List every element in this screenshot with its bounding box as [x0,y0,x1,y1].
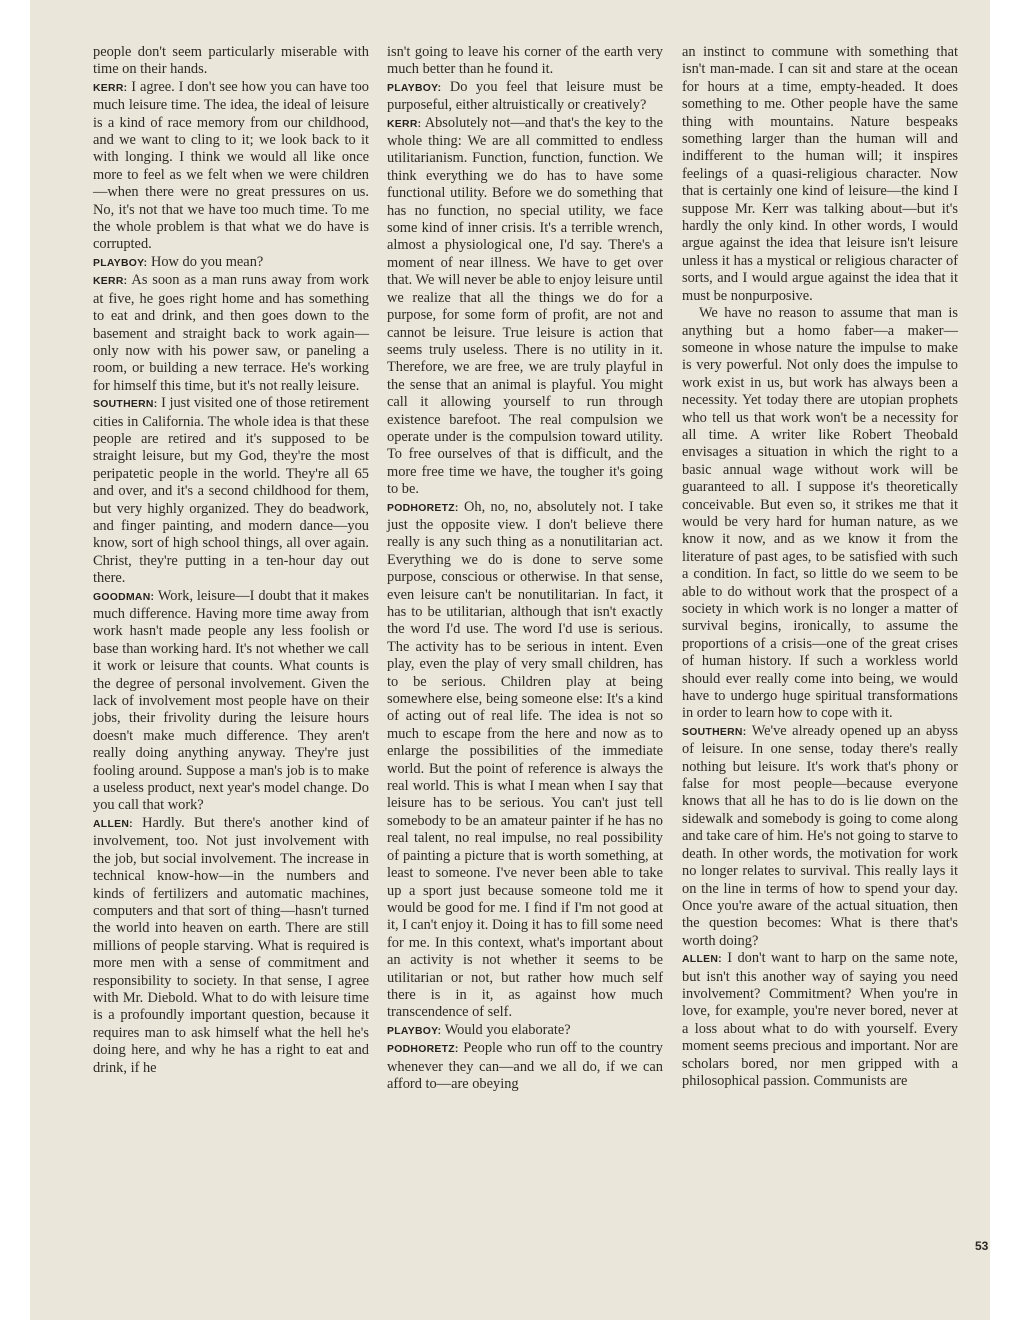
speaker-label: GOODMAN: [93,591,155,603]
paragraph [93,44,369,79]
speaker-label: KERR: [93,276,128,288]
paragraph-text: We have no reason to assume that man is anything but a homo faber—a maker—someone in whose nature the impulse to make is very powerful. Not only does the impulse to work exist in us, but work has always been a necessity. Yet today there are utopian prophets who tell us that work won't be a necessity for all time. A writer like Robert Theobald envisages a situation in which the right to a basic annual wage without work will be guaranteed to all. I suppose it's theoretically conceivable. But even so, it strikes me that it would be very hard for human nature, as we know it now, and as we know it from the literature of past ages, to be satisfied with such a condition. In fact, so little do we seem to be able to do without work that the prospect of a society in which work is no longer a matter of survival begins, ironically, to assume the proportions of a crisis—one of the great crises of human history. If such a workless world should ever really come into being, we would have to undergo huge spiritual transformations in order to learn how to cope with it. [682,305,958,722]
speaker-label: SOUTHERN: [93,399,158,411]
paragraph-text: Oh, no, no, absolutely not. I take just the opposite view. I don't believe there really is any such thing as a nonutilitarian act. Everything we do is done to serve some purpose, conscious or otherwise. In that sense, even leisure can't be nonutilitarian. In fact, it has to be utilitarian, although that isn't exactly the word I'd use. The word I'd use is serious. The activity has to be serious in intent. Even play, even the play of very small children, has to be serious. Children play at being somewhere else, being someone else: It's a kind of acting out of real life. The idea is not so much to escape from the here and now as to enlarge the possibilities of the immediate world. But the point of reference is always the real world. This is what I mean when I say that leisure has to be serious. You can't just tell somebody to be an amateur painter if he has no real talent, no real impulse, no real possibility of painting a picture that is worth something, at least to someone. I've never been able to take up a sport just because someone told me it would be good for me. I find if I'm not good at it, I can't enjoy it. Doing it has to fill some need for me. In this context, what's important about an activity is not whether it seems to be utilitarian or not, but rather how much self there is in it, as against how much transcendence of self. [387,498,663,1021]
paragraph-text: Work, leisure—I doubt that it makes much difference. Having more time away from work hasn't made people any less foolish or base than working hard. It's not whether we call it work or leisure that counts. What counts is the degree of personal involvement. Given the lack of involvement most people have on their jobs, their frivolity during the leisure hours doesn't make much difference. They aren't really doing anything anyway. They're just fooling around. Suppose a man's job is to make a useless product, next year's model change. Do you call that work? [93,587,369,814]
paragraph-text: I just visited one of those retirement cities in California. The whole idea is that these people are retired and it's supposed to be straight leisure, but my God, they're the most peripatetic people in the world. They're all 65 and over, and it's a second childhood for them, but very highly organized. They do beadwork, and finger painting, and modern dance—you know, sort of high school things, all over again. Christ, they're putting in a ten-hour day out there. [93,395,369,587]
paragraph [93,395,369,587]
text-column-1 [93,44,369,1077]
speaker-label: PODHORETZ: [387,502,459,514]
paragraph-text: Would you elaborate? [441,1021,571,1038]
paragraph-text: an instinct to commune with something that isn't man-made. I can sit and stare at the ocean for hours at a time, empty-headed. It does something to me. Other people have the same thing with mountains. Nature bespeaks something larger than the human will and indifferent to the human will; it inspires feelings of a quasi-religious character. Now that is certainly one kind of leisure—the kind I suppose Mr. Kerr was talking about—but it's hardly the only kind. In other words, I would argue against the idea that leisure isn't leisure unless it has a mystical or religious character of sorts, and I would argue against the idea that it must be nonpurposive. [682,44,958,304]
paragraph [682,44,958,305]
paragraph [682,723,958,950]
paragraph-text: Do you feel that leisure must be purposeful, either altruistically or creatively? [387,78,663,114]
speaker-label: PLAYBOY: [93,257,148,269]
speaker-label: KERR: [387,118,422,130]
page-number: 53 [975,1239,989,1253]
paragraph [682,305,958,723]
text-column-3 [682,44,958,1090]
paragraph-text: Hardly. But there's another kind of involvement, too. Not just involvement with the job, but social involvement. The increase in technical know-how—in the numbers and kinds of fertilizers and automatic machines, computers and that sort of thing—hasn't turned the world into heaven on earth. There are still millions of people starving. What is required is more men with a sense of commitment and responsibility to society. In that sense, I agree with Mr. Diebold. What to do with leisure time is a profoundly important question, because it requires man to ask himself what the hell he's doing here, and why he has a right to eat and drink, if he [93,814,369,1076]
speaker-label: ALLEN: [682,954,722,966]
paragraph [387,115,663,499]
paragraph [93,815,369,1077]
speaker-label: PODHORETZ: [387,1044,459,1056]
paragraph [93,272,369,395]
paragraph-text: How do you mean? [147,253,264,270]
paragraph-text: As soon as a man runs away from work at five, he goes right home and has something to eat and drink, and then goes down to the basement and straight back to work again—only now with his power saw, or paneling a room, or building a new terrace. He's working for himself this time, but it's not really leisure. [93,272,369,394]
speaker-label: PLAYBOY: [387,82,442,94]
paragraph [387,44,663,79]
paragraph [93,254,369,272]
paragraph [93,588,369,815]
paragraph-text: people don't seem particularly miserable with time on their hands. [93,44,369,78]
paragraph [93,79,369,254]
paragraph [387,1022,663,1040]
speaker-label: KERR: [93,82,128,94]
paragraph [387,1040,663,1093]
paragraph-text: People who run off to the country whenever they can—and we all do, if we can afford to—are obeying [387,1040,663,1092]
speaker-label: PLAYBOY: [387,1025,442,1037]
paragraph [387,79,663,115]
speaker-label: ALLEN: [93,818,133,830]
paragraph-text: Absolutely not—and that's the key to the whole thing: We are all committed to endless utilitarianism. Function, function, function. We think everything we do has to have some functional utility. Before we do something that has no function, no special utility, we face some kind of inner crisis. It's a terrible wrench, almost a physiological one, I'd say. There's a moment of near illness. We have to get over that. We will never be able to enjoy leisure until we realize that all the things we do for a purpose, for some form of profit, are not and cannot be leisure. True leisure is action that seems truly useless. There is no utility in it. Therefore, we are free, we are truly playful in the sense that an animal is playful. You might call it allowing yourself to run through existence barefoot. The real compulsion we operate under is the compulsion toward utility. To free ourselves of that is difficult, and the more free time we have, the tougher it's going to be. [387,114,663,498]
paragraph [387,499,663,1022]
paragraph-text: I agree. I don't see how you can have too much leisure time. The idea, the ideal of leisure is a kind of race memory from our childhood, and we want to cling to it; we look back to it with longing. I think we would all like once more to feel as we felt when we were children—when there were no great pressures on us. No, it's not that we have too much time. To me the whole problem is that what we do have is corrupted. [93,78,369,253]
paragraph-text: I don't want to harp on the same note, but isn't this another way of saying you need involvement? Commitment? When you're in love, for example, you're never bored, never at a loss about what to do with yourself. Every moment seems precious and important. Nor are scholars bored, nor men gripped with a philosophical passion. Communists are [682,950,958,1089]
paragraph-text: We've already opened up an abyss of leisure. In one sense, today there's really nothing but leisure. It's work that's phony or false for most people—because everyone knows that all he has to do is lie down on the sidewalk and somebody is going to come along and take care of him. He's not going to starve to death. In other words, the motivation for work no longer relates to survival. This really lays it on the line in terms of how to spend your day. Once you're aware of the actual situation, then the question becomes: What is there that's worth doing? [682,722,958,949]
paragraph [682,950,958,1090]
text-column-2 [387,44,663,1093]
magazine-page [30,0,990,1320]
speaker-label: SOUTHERN: [682,726,747,738]
paragraph-text: isn't going to leave his corner of the earth very much better than he found it. [387,44,663,78]
